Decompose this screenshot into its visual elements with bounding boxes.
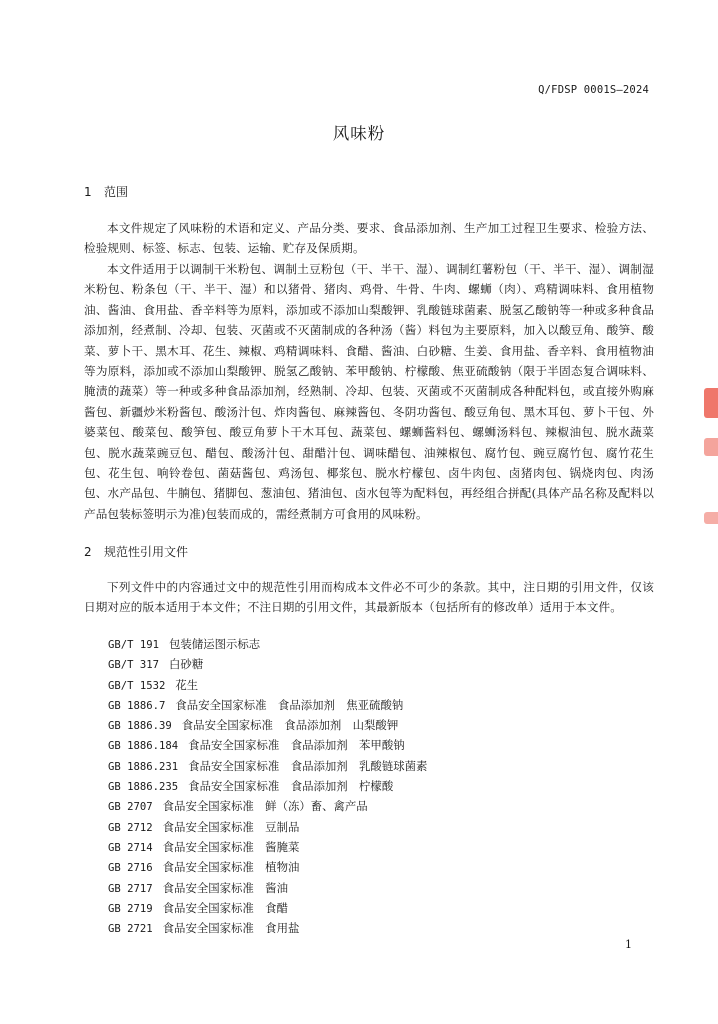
seal-edge-mark [704, 512, 718, 524]
reference-title: 食品安全国家标准 豆制品 [162, 819, 300, 834]
section-number: 1 [84, 185, 92, 199]
references-intro-paragraph: 下列文件中的内容通过文中的规范性引用而构成本文件必不可少的条款。其中，注日期的引用文件，仅该日期对应的版本适用于本文件；不注日期的引用文件，其最新版本（包括所有的修改单）适用于本文件。 [84, 580, 654, 615]
reference-item [108, 839, 427, 859]
reference-code: GB 2717 [108, 882, 153, 895]
reference-item [108, 920, 427, 940]
reference-title: 食品安全国家标准 植物油 [162, 860, 300, 875]
reference-code: GB 2707 [108, 801, 153, 814]
scope-paragraph-2: 本文件适用于以调制干米粉包、调制土豆粉包（干、半干、湿）、调制红薯粉包（干、半干、湿）、调制湿米粉包、粉条包（干、半干、湿）和以猪骨、猪肉、鸡骨、牛骨、牛肉、螺蛳（肉）、鸡精调味料、食用植物油、酱油、食用盐、香辛料等为原料，添加或不添加山梨酸钾、乳酸链球菌素、脱氢乙酸钠等一种或多种食品添加剂，经煮制、冷却、包装、灭菌或不灭菌制成的各种汤（酱）料包为主要原料，加入以酸豆角、酸笋、酸菜、萝卜干、黑木耳、花生、辣椒、鸡精调味料、食醋、酱油、白砂糖、生姜、食用盐、香辛料、食用植物油等为原料，添加或不添加山梨酸钾、脱氢乙酸钠、苯甲酸钠、柠檬酸、焦亚硫酸钠（限于半固态复合调味料、腌渍的蔬菜）等一种或多种食品添加剂，经熟制、冷却、包装、灭菌或不灭菌制成各种配料包，或直接外购麻酱包、新疆炒米粉酱包、酸汤汁包、炸肉酱包、麻辣酱包、冬阴功酱包、酸豆角包、黑木耳包、萝卜干包、外婆菜包、酸菜包、酸笋包、酸豆角萝卜干木耳包、蔬菜包、螺蛳酱料包、螺蛳汤料包、辣椒油包、脱水蔬菜包、脱水蔬菜豌豆包、醋包、酸汤汁包、甜醋汁包、调味醋包、油辣椒包、腐竹包、豌豆腐竹包、腐竹花生包、花生包、响铃卷包、菌菇酱包、鸡汤包、椰浆包、脱水柠檬包、卤牛肉包、卤猪肉包、锅烧肉包、肉汤包、水产品包、牛腩包、猪脚包、葱油包、猪油包、卤水包等为配料包，再经组合拼配(具体产品名称及配料以产品包装标签明示为准)包装而成的，需经煮制方可食用的风味粉。 [84, 262, 654, 521]
reference-item [108, 758, 427, 778]
reference-code: GB 1886.39 [108, 720, 172, 733]
seal-edge-mark [704, 388, 718, 418]
reference-title: 食品安全国家标准 鲜（冻）畜、禽产品 [162, 799, 368, 814]
reference-title: 食品安全国家标准 食品添加剂 焦亚硫酸钠 [175, 697, 404, 712]
reference-title: 白砂糖 [169, 657, 204, 672]
reference-code: GB/T 317 [108, 659, 160, 672]
document-code: Q/FDSP 0001S—2024 [538, 84, 649, 96]
page-number: 1 [625, 938, 632, 951]
seal-edge-mark [704, 438, 718, 456]
reference-title: 食品安全国家标准 食品添加剂 山梨酸钾 [181, 718, 399, 733]
section-number: 2 [84, 545, 92, 559]
reference-item [108, 697, 427, 717]
reference-item [108, 737, 427, 757]
reference-title: 食品安全国家标准 食品添加剂 乳酸链球菌素 [188, 758, 428, 773]
reference-item [108, 656, 427, 676]
reference-code: GB 2721 [108, 923, 153, 936]
reference-code: GB 2719 [108, 902, 153, 915]
reference-item [108, 798, 427, 818]
reference-title: 食品安全国家标准 食品添加剂 柠檬酸 [188, 779, 394, 794]
reference-code: GB/T 191 [108, 639, 160, 651]
reference-code: GB 1886.7 [108, 699, 166, 712]
section-2-heading [84, 543, 188, 560]
scope-paragraph-1: 本文件规定了风味粉的术语和定义、产品分类、要求、食品添加剂、生产加工过程卫生要求、检验方法、检验规则、标签、标志、包装、运输、贮存及保质期。 [84, 221, 654, 256]
reference-list [108, 636, 427, 940]
reference-item [108, 677, 427, 697]
reference-title: 花生 [175, 677, 199, 692]
reference-title: 食品安全国家标准 食醋 [162, 900, 288, 915]
reference-code: GB 2716 [108, 862, 153, 875]
reference-code: GB 1886.231 [108, 760, 179, 773]
reference-item [108, 859, 427, 879]
reference-title: 食品安全国家标准 酱腌菜 [162, 839, 300, 854]
section-title: 规范性引用文件 [104, 545, 189, 559]
reference-code: GB 1886.184 [108, 740, 179, 753]
reference-title: 食品安全国家标准 食用盐 [162, 921, 300, 936]
reference-item [108, 636, 427, 656]
reference-code: GB 1886.235 [108, 781, 179, 794]
reference-title: 食品安全国家标准 酱油 [162, 880, 288, 895]
reference-item [108, 900, 427, 920]
reference-title: 包装储运图示标志 [169, 637, 261, 651]
reference-item [108, 717, 427, 737]
reference-item [108, 880, 427, 900]
document-title: 风味粉 [332, 124, 386, 143]
reference-title: 食品安全国家标准 食品添加剂 苯甲酸钠 [188, 738, 405, 753]
reference-item [108, 819, 427, 839]
section-1-heading [84, 183, 128, 200]
reference-code: GB 2712 [108, 821, 153, 834]
reference-code: GB 2714 [108, 841, 153, 854]
reference-code: GB/T 1532 [108, 679, 166, 692]
reference-item [108, 778, 427, 798]
section-title: 范围 [104, 185, 129, 199]
